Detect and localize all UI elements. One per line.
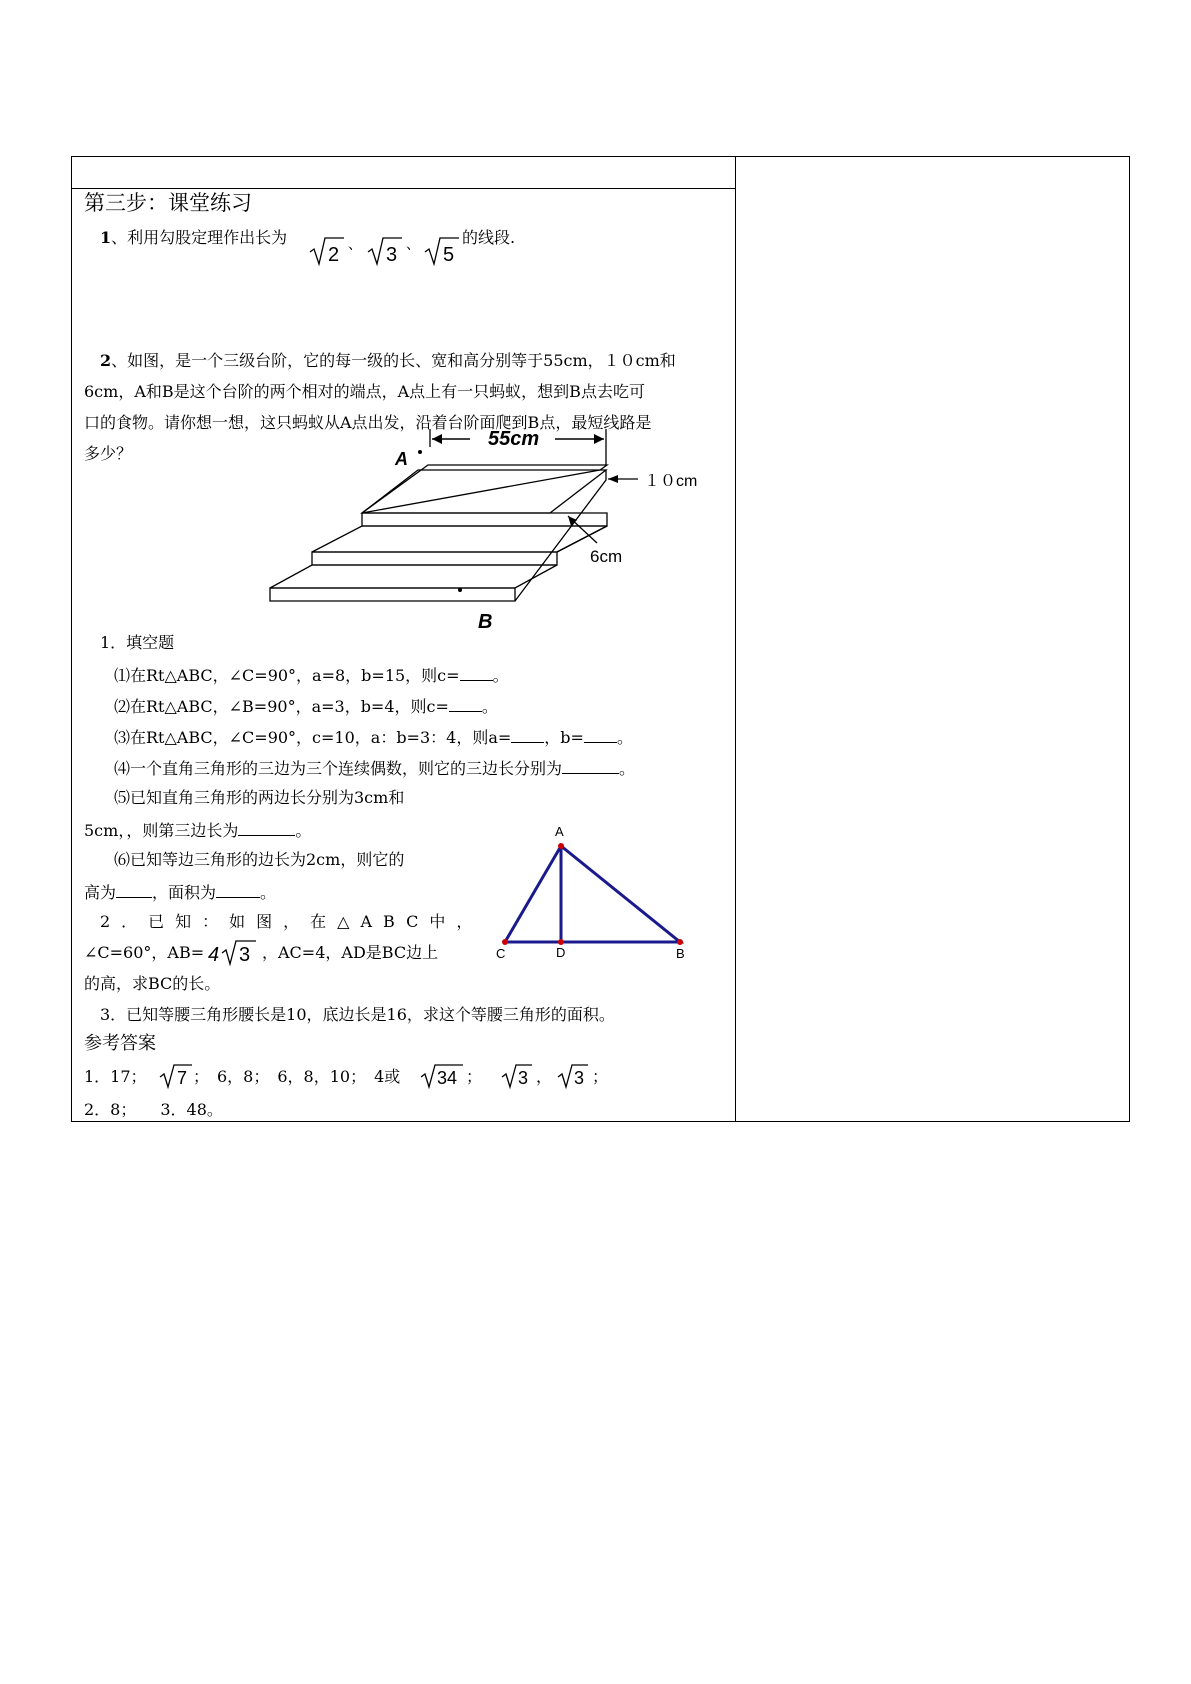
blank-2[interactable]	[449, 695, 482, 712]
point-b	[458, 588, 462, 592]
fill-item-4-end: 。	[619, 759, 636, 778]
q1-sep-2: 、	[406, 236, 420, 252]
answer-sqrt34	[419, 1062, 465, 1090]
q2-line-1	[100, 351, 676, 371]
fill-title: 1．填空题	[100, 633, 175, 652]
triangle-label-d: D	[556, 945, 566, 960]
answers-line-1c: ；	[466, 1067, 483, 1086]
q1-suffix: 的线段.	[462, 228, 516, 247]
label-a: A	[395, 449, 408, 469]
svg-text:3: 3	[574, 1068, 585, 1088]
fill-item-6b	[84, 881, 276, 903]
triangle-label-b: B	[676, 946, 685, 961]
fill-item-6-text-a: 高为	[84, 883, 117, 902]
fill-item-5-end: 。	[295, 821, 312, 840]
blank-6a[interactable]	[116, 881, 152, 898]
answers-line-1a: 1．17；	[84, 1067, 147, 1086]
fill-item-3-text-a: ⑶在Rt△ABC，∠C=90°，c=10，a：b=3：4，则a=	[114, 728, 512, 747]
problem-2-radical	[208, 937, 258, 967]
section-heading: 第三步：课堂练习	[84, 191, 252, 215]
q1-prefix: 、利用勾股定理作出长为	[111, 228, 288, 247]
answer-sqrt3-b	[556, 1062, 590, 1090]
q1-radical-1: 2	[328, 244, 340, 266]
answers-line-1d: ，	[536, 1067, 553, 1086]
fill-item-1-text: ⑴在Rt△ABC，∠C=90°，a=8，b=15，则c=	[114, 666, 460, 685]
step-3-top	[362, 465, 607, 513]
svg-text:3: 3	[518, 1068, 529, 1088]
fill-item-5-text: 5cm，，则第三边长为	[84, 821, 239, 840]
fill-item-6-text-b: ，面积为	[152, 883, 217, 902]
fill-item-2-text: ⑵在Rt△ABC，∠B=90°，a=3，b=4，则c=	[114, 697, 449, 716]
q1-number: 1	[100, 228, 112, 247]
step-2-front	[312, 552, 557, 565]
fill-item-3-text-b: ，b=	[544, 728, 584, 747]
answer-sqrt7	[158, 1062, 194, 1090]
column-divider	[735, 157, 736, 1121]
problem-2-text-a: ∠C=60°，AB=	[84, 943, 205, 962]
blank-4[interactable]	[562, 757, 619, 774]
step-1-front	[270, 588, 515, 601]
q1-radical-3: 5	[443, 244, 455, 266]
answers-line-1b: ； 6，8； 6，8，10； 4或	[193, 1067, 401, 1086]
triangle-abc	[505, 846, 680, 942]
fill-item-1	[114, 664, 509, 686]
q2-line-4: 多少？	[84, 444, 133, 463]
label-55cm: 55cm	[488, 428, 540, 450]
problem-2-line-3: 的高，求BC的长。	[84, 974, 221, 993]
p2-coef: 4	[208, 944, 220, 966]
blank-3a[interactable]	[511, 726, 544, 743]
q2-number: 2	[100, 351, 112, 370]
fill-item-1-end: 。	[492, 666, 509, 685]
answer-sqrt3-a	[500, 1062, 534, 1090]
q1-sep-1: 、	[348, 236, 362, 252]
q1-radicals	[308, 232, 468, 268]
step-1-top	[270, 565, 557, 588]
svg-text:7: 7	[177, 1068, 188, 1088]
fill-item-6-end: 。	[260, 883, 277, 902]
question-1	[100, 228, 287, 248]
point-a	[418, 450, 422, 454]
label-10cm: １０cm	[644, 473, 698, 490]
fill-item-5b	[84, 819, 311, 841]
fill-item-3	[114, 726, 633, 748]
problem-2-line-2	[84, 943, 204, 963]
stairs-figure	[260, 425, 720, 640]
answers-line-1e: ；	[592, 1067, 609, 1086]
problem-2-line-1: 2．已知：如图，在△ABC中，	[100, 912, 484, 931]
stairs-right-side	[515, 470, 606, 601]
fill-item-3-end: 。	[616, 728, 633, 747]
triangle-label-a: A	[555, 824, 564, 839]
label-b: B	[478, 611, 493, 633]
answers-title: 参考答案	[84, 1033, 156, 1054]
row-divider	[72, 188, 735, 189]
problem-3: 3．已知等腰三角形腰长是10，底边长是16，求这个等腰三角形的面积。	[100, 1005, 615, 1024]
fill-item-4	[114, 757, 635, 779]
q2-line-3: 口的食物。请你想一想，这只蚂蚁从A点出发，沿着台阶面爬到B点，最短线路是	[84, 413, 652, 432]
label-6cm: 6cm	[590, 547, 623, 566]
triangle-figure	[490, 820, 700, 970]
q2-line-2: 6cm，A和B是这个台阶的两个相对的端点，A点上有一只蚂蚁，想到B点去吃可	[84, 382, 645, 401]
svg-text:34: 34	[437, 1068, 458, 1088]
fill-item-6a: ⑹已知等边三角形的边长为2cm，则它的	[114, 850, 405, 869]
q1-radical-2: 3	[386, 244, 398, 266]
q2-line-1-text: 、如图，是一个三级台阶，它的每一级的长、宽和高分别等于55cm，１０cm和	[111, 351, 676, 370]
p2-radicand: 3	[239, 944, 251, 966]
blank-3b[interactable]	[584, 726, 617, 743]
blank-1[interactable]	[460, 664, 493, 681]
fill-item-2	[114, 695, 498, 717]
step-2-top	[312, 526, 607, 552]
problem-2-text-b: ，AC=4，AD是BC边上	[262, 943, 439, 962]
fill-item-2-end: 。	[481, 697, 498, 716]
triangle-label-c: C	[496, 946, 506, 961]
answers-line-2: 2．8； 3．48。	[84, 1100, 223, 1119]
blank-5[interactable]	[238, 819, 295, 836]
fill-item-4-text: ⑷一个直角三角形的三边为三个连续偶数，则它的三边长分别为	[114, 759, 563, 778]
fill-item-5a: ⑸已知直角三角形的两边长分别为3cm和	[114, 788, 405, 807]
blank-6b[interactable]	[216, 881, 260, 898]
